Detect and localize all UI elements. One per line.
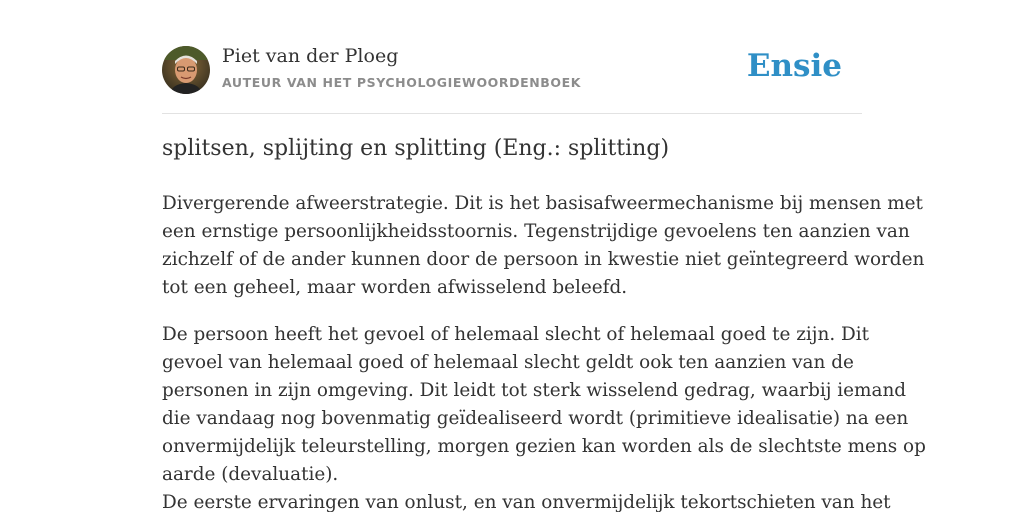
author-photo (162, 46, 210, 94)
paragraph-line: die vandaag nog bovenmatig geïdealiseerd wordt (primitieve idealisatie) na een (162, 408, 909, 429)
paragraph-line: aarde (devaluatie). (162, 464, 339, 485)
paragraph-line: gevoel van helemaal goed of helemaal slecht geldt ook ten aanzien van de (162, 352, 854, 373)
paragraph-line: Divergerende afweerstrategie. Dit is het basisafweermechanisme bij mensen met (162, 193, 923, 214)
entry-title: splitsen, splijting en splitting (Eng.: splitting) (162, 136, 670, 161)
author-role: AUTEUR VAN HET PSYCHOLOGIEWOORDENBOEK (222, 75, 582, 90)
entry-body (162, 190, 926, 512)
paragraph-line: tot een geheel, maar worden afwisselend beleefd. (162, 277, 628, 298)
paragraph-line: onvermijdelijk teleurstelling, morgen gezien kan worden als de slechtste mens op (162, 436, 926, 457)
paragraph-line: personen in zijn omgeving. Dit leidt tot sterk wisselend gedrag, waarbij iemand (162, 380, 907, 401)
paragraph-line: zichzelf of de ander kunnen door de persoon in kwestie niet geïntegreerd worden (162, 249, 925, 270)
paragraph-line: De persoon heeft het gevoel of helemaal slecht of helemaal goed te zijn. Dit (162, 324, 870, 345)
paragraph-1 (162, 190, 925, 302)
paragraph-line: een ernstige persoonlijkheidsstoornis. Tegenstrijdige gevoelens ten aanzien van (162, 221, 910, 242)
header (162, 0, 862, 114)
ensie-logo-link[interactable]: Ensie (746, 48, 842, 84)
paragraph-line: De eerste ervaringen van onlust, en van onvermijdelijk tekortschieten van het (162, 492, 891, 512)
author-name[interactable]: Piet van der Ploeg (222, 45, 399, 67)
entry-container (162, 0, 926, 512)
paragraph-2 (162, 321, 926, 512)
author-avatar[interactable] (162, 46, 210, 94)
